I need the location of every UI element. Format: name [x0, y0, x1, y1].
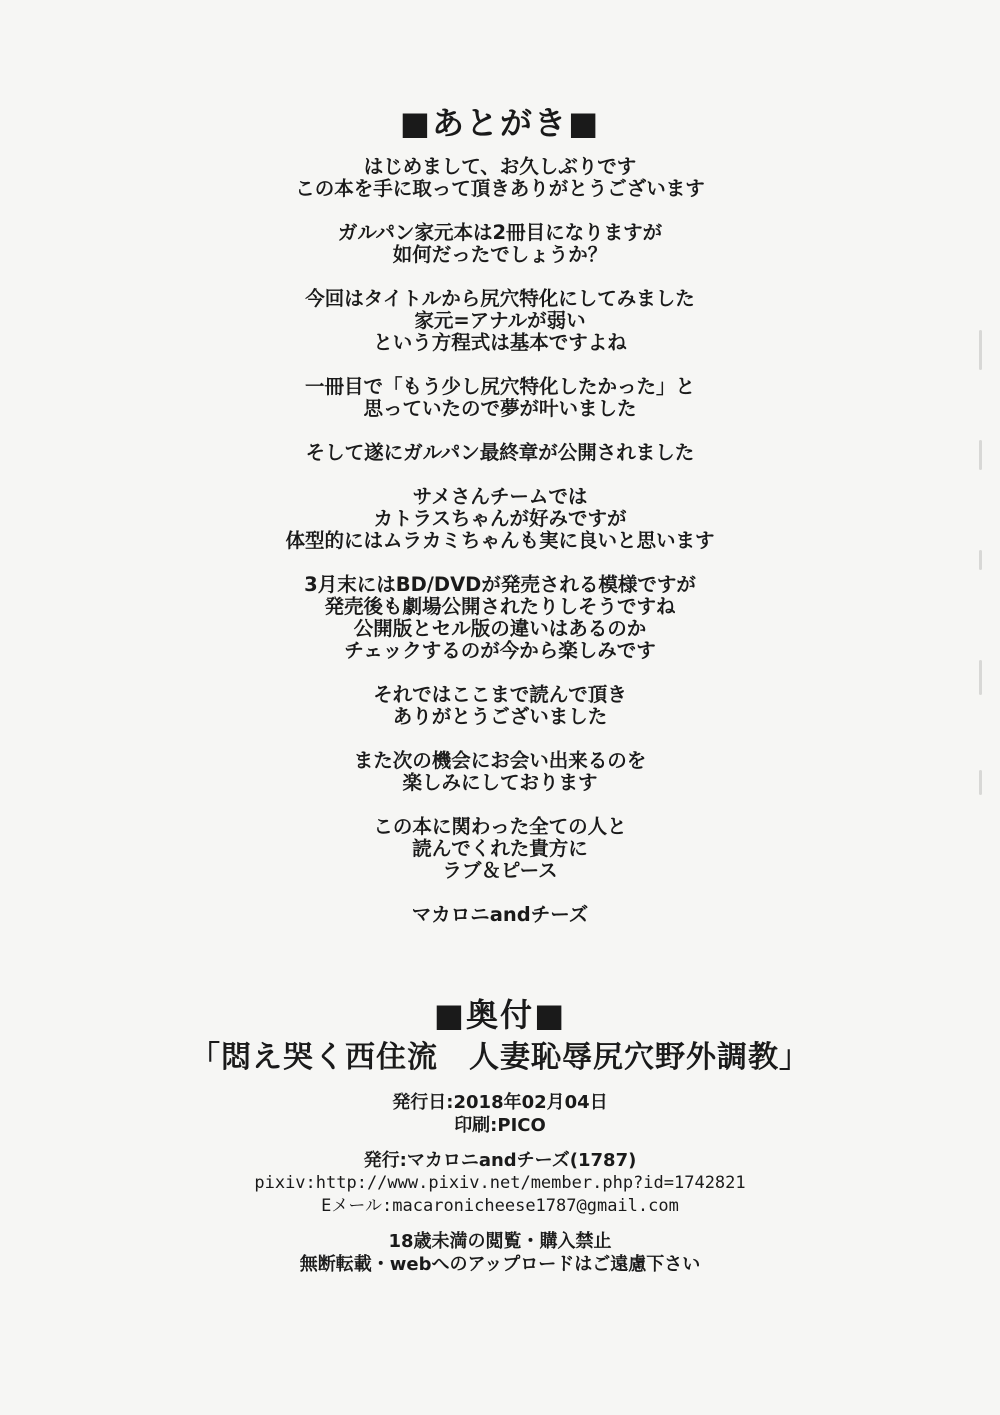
- afterword-paragraph: [0, 288, 1000, 354]
- afterword-line: 楽しみにしております: [402, 771, 598, 794]
- afterword-line: ガルパン家元本は2冊目になりますが: [337, 221, 663, 244]
- email-link[interactable]: Eメール:macaronicheese1787@gmail.com: [321, 1196, 679, 1216]
- afterword-line: 読んでくれた貴方に: [412, 837, 588, 860]
- afterword-line: カトラスちゃんが好みですが: [373, 507, 627, 530]
- publisher: 発行:マカロニandチーズ(1787): [363, 1150, 637, 1171]
- afterword-section: [0, 100, 1000, 948]
- colophon-heading: ■奥付■: [433, 996, 567, 1034]
- afterword-line: 体型的にはムラカミちゃんも実に良いと思います: [285, 529, 715, 552]
- printer: 印刷:PICO: [454, 1115, 546, 1136]
- colophon-section: [0, 993, 1000, 1288]
- age-restriction-notice: 18歳未満の閲覧・購入禁止: [388, 1231, 612, 1252]
- afterword-line: はじめまして、お久しぶりです: [363, 155, 637, 178]
- publisher-info: [0, 1149, 1000, 1218]
- afterword-line: 今回はタイトルから尻穴特化にしてみました: [305, 287, 695, 310]
- afterword-line: ラブ＆ピース: [442, 859, 558, 882]
- afterword-line: そして遂にガルパン最終章が公開されました: [305, 441, 695, 464]
- afterword-line: 家元=アナルが弱い: [414, 309, 586, 332]
- afterword-paragraph: [0, 904, 1000, 926]
- afterword-line: また次の機会にお会い出来るのを: [353, 749, 647, 772]
- legal-notice: [0, 1230, 1000, 1276]
- publish-date: 発行日:2018年02月04日: [392, 1092, 608, 1113]
- afterword-line: チェックするのが今から楽しみです: [344, 639, 656, 662]
- afterword-line: 如何だったでしょうか？: [392, 243, 608, 266]
- afterword-paragraph: [0, 376, 1000, 420]
- afterword-heading: ■あとがき■: [399, 104, 601, 142]
- afterword-paragraph: [0, 222, 1000, 266]
- afterword-line: この本を手に取って頂きありがとうございます: [295, 177, 705, 200]
- afterword-line: それではここまで読んで頂き: [373, 683, 627, 706]
- afterword-line: ありがとうございました: [392, 705, 608, 728]
- scan-edge-marks: [976, 300, 982, 900]
- afterword-line: 発売後も劇場公開されたりしそうですね: [324, 595, 676, 618]
- afterword-line: 一冊目で「もう少し尻穴特化したかった」と: [304, 375, 695, 398]
- afterword-paragraph: [0, 574, 1000, 662]
- afterword-paragraph: [0, 442, 1000, 464]
- pixiv-link[interactable]: pixiv:http://www.pixiv.net/member.php?id=1742821: [254, 1173, 746, 1193]
- afterword-paragraph: [0, 486, 1000, 552]
- afterword-paragraph: [0, 816, 1000, 882]
- publication-info: [0, 1091, 1000, 1137]
- afterword-line: サメさんチームでは: [412, 485, 588, 508]
- afterword-line: この本に関わった全ての人と: [373, 815, 627, 838]
- afterword-line: 思っていたので夢が叶いました: [363, 397, 637, 420]
- afterword-paragraph: [0, 156, 1000, 200]
- afterword-line: マカロニandチーズ: [411, 903, 589, 926]
- afterword-paragraph: [0, 684, 1000, 728]
- afterword-line: という方程式は基本ですよね: [373, 331, 627, 354]
- afterword-body: [0, 156, 1000, 926]
- book-title: 「悶え哭く西住流 人妻恥辱尻穴野外調教」: [190, 1040, 810, 1075]
- reproduction-notice: 無断転載・webへのアップロードはご遠慮下さい: [299, 1254, 701, 1275]
- afterword-line: 公開版とセル版の違いはあるのか: [353, 617, 647, 640]
- afterword-line: 3月末にはBD/DVDが発売される模様ですが: [304, 573, 696, 596]
- afterword-paragraph: [0, 750, 1000, 794]
